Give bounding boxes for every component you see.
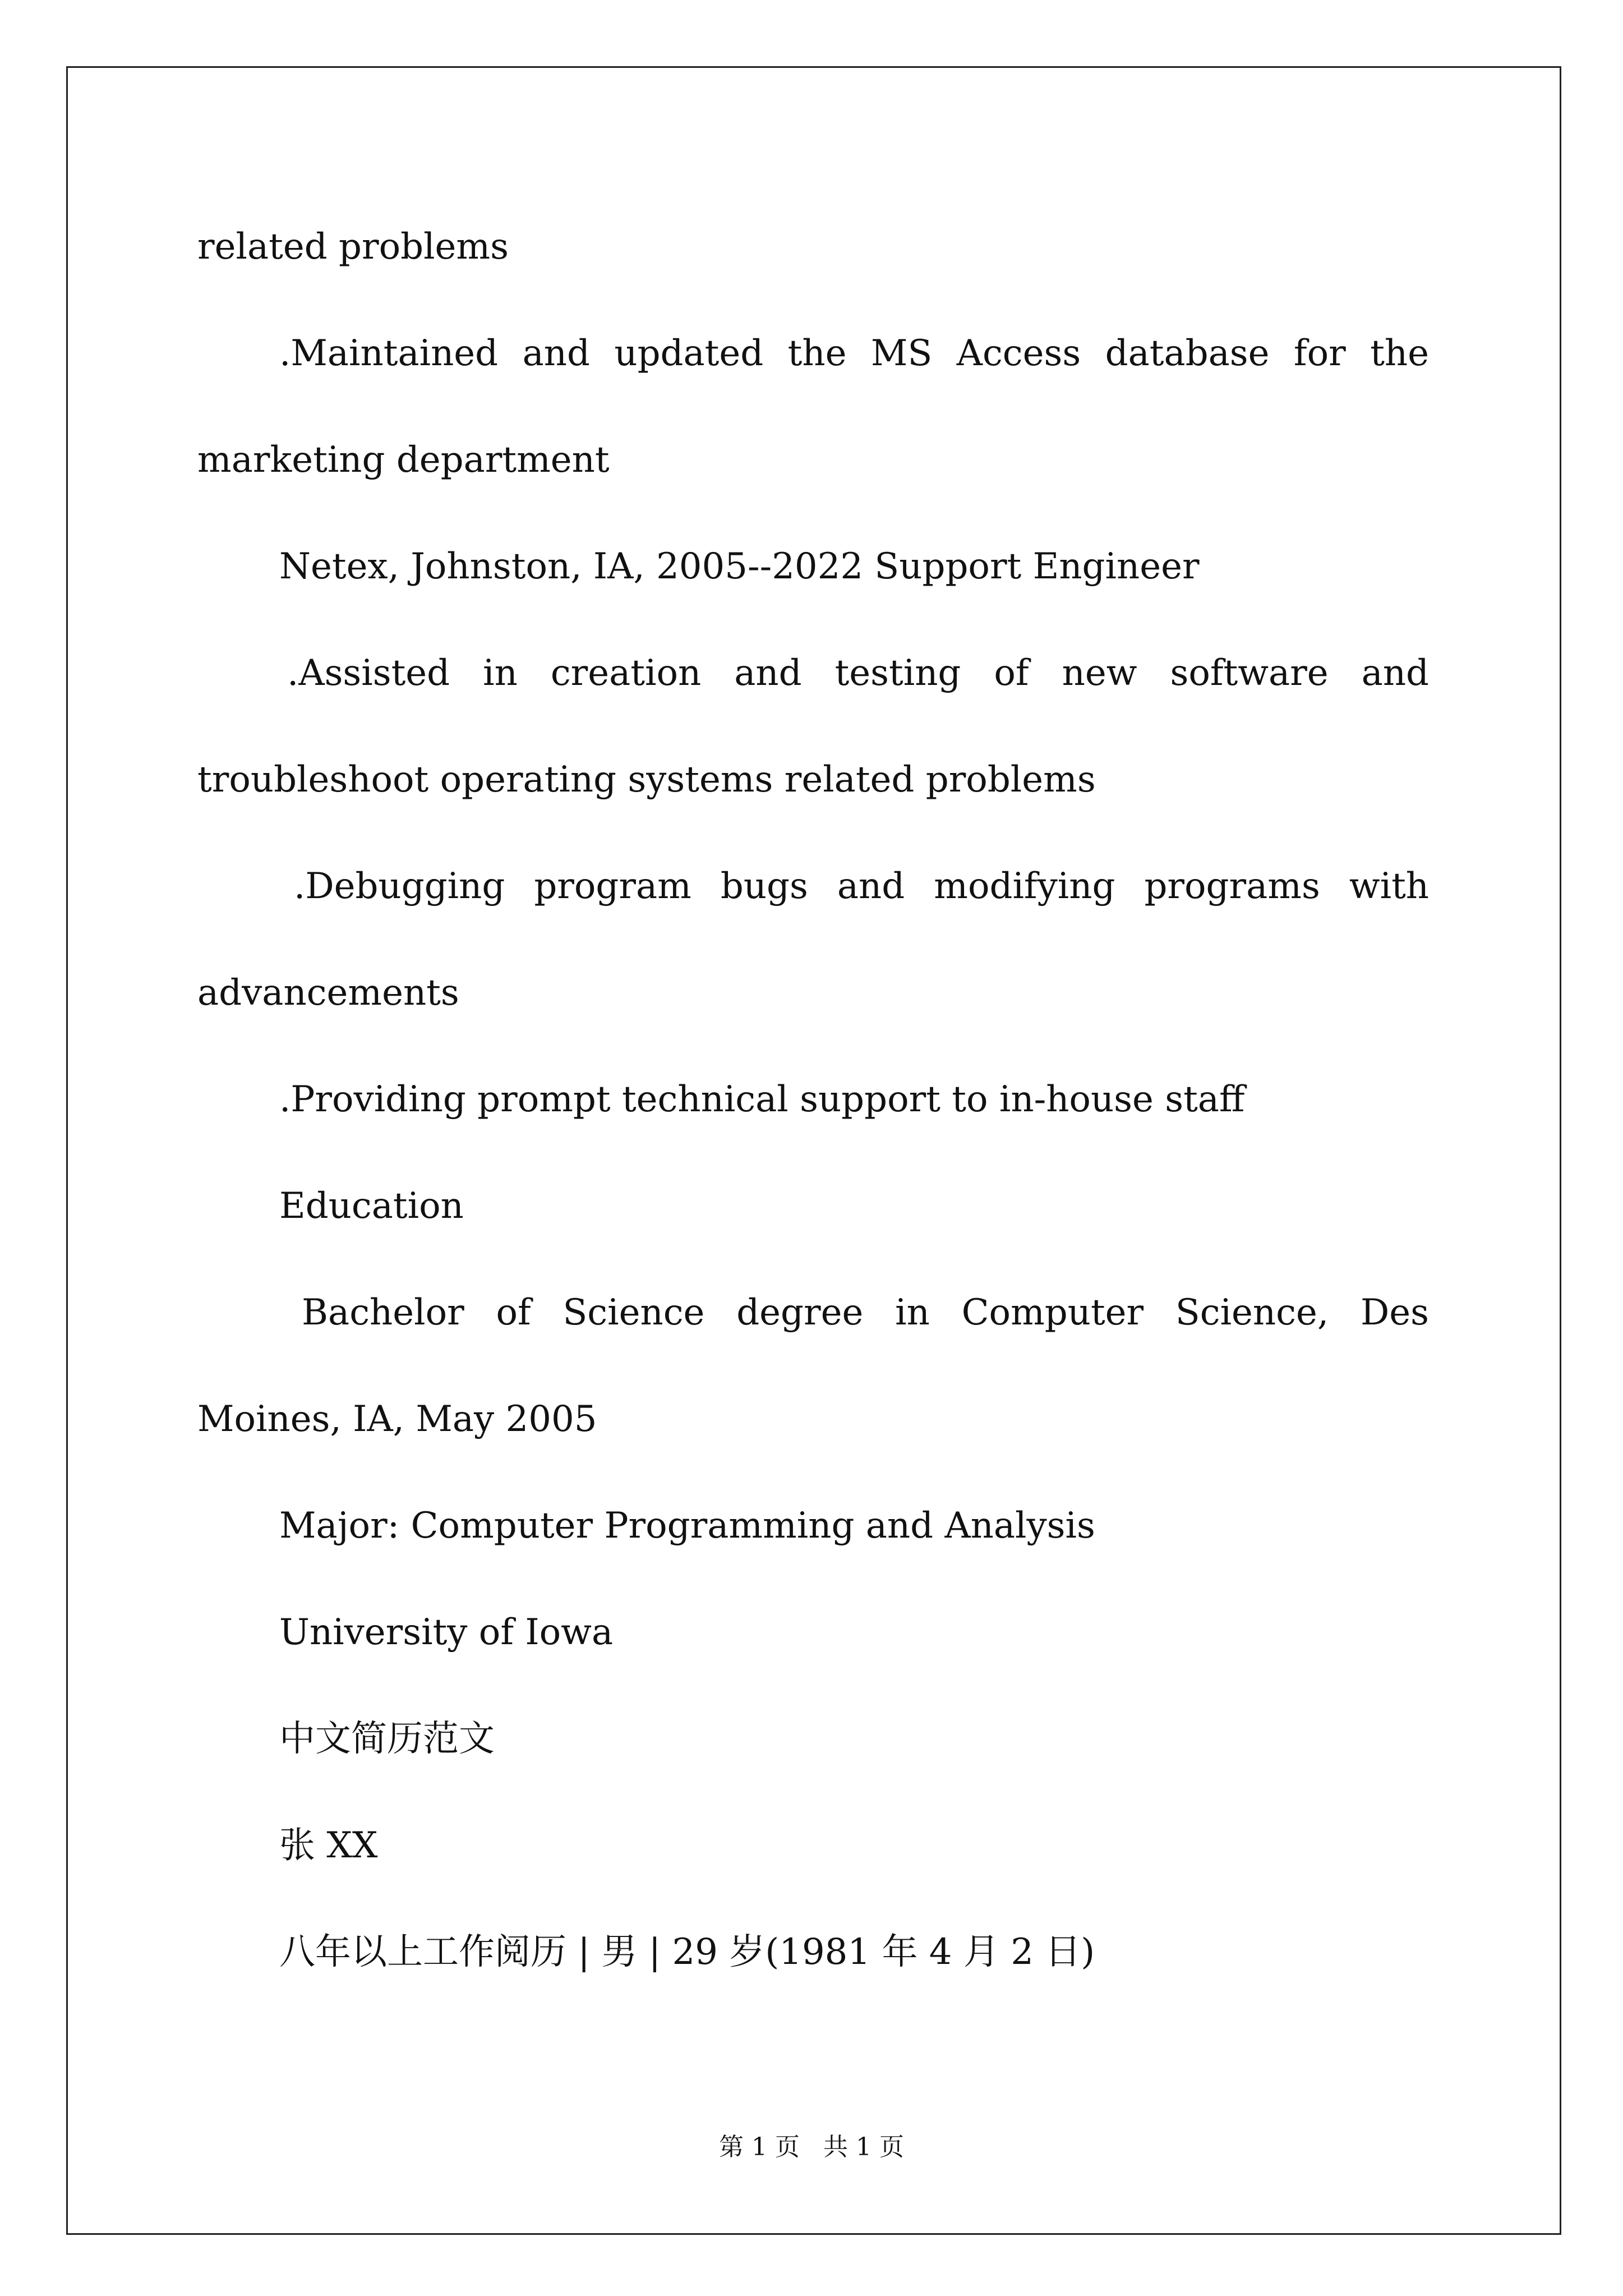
text-line: .Providing prompt technical support to in-house staff bbox=[279, 1079, 1245, 1120]
candidate-name: 张 XX bbox=[279, 1825, 378, 1866]
section-heading-education: Education bbox=[279, 1185, 464, 1227]
text-line: marketing department bbox=[197, 439, 610, 481]
text-line: .Assisted in creation and testing of new software and bbox=[287, 652, 1429, 694]
text-line: University of Iowa bbox=[279, 1612, 614, 1653]
text-line: troubleshoot operating systems related problems bbox=[197, 759, 1096, 800]
text-line: Bachelor of Science degree in Computer Science, Des bbox=[302, 1292, 1429, 1333]
text-line: Moines, IA, May 2005 bbox=[197, 1398, 597, 1440]
text-line: related problems bbox=[197, 226, 509, 268]
text-line: .Maintained and updated the MS Access database for the bbox=[279, 333, 1429, 374]
document-body bbox=[197, 213, 1429, 2025]
job-heading: Netex, Johnston, IA, 2005--2022 Support Engineer bbox=[279, 546, 1200, 587]
section-heading-chinese-resume: 中文简历范文 bbox=[279, 1718, 495, 1760]
page-number-footer: 第 1 页 共 1 页 bbox=[719, 2133, 904, 2161]
text-line: Major: Computer Programming and Analysis bbox=[279, 1505, 1095, 1547]
text-line: .Debugging program bugs and modifying programs with bbox=[294, 866, 1429, 907]
text-line: advancements bbox=[197, 972, 459, 1014]
candidate-summary: 八年以上工作阅历 | 男 | 29 岁(1981 年 4 月 2 日) bbox=[279, 1931, 1095, 1973]
